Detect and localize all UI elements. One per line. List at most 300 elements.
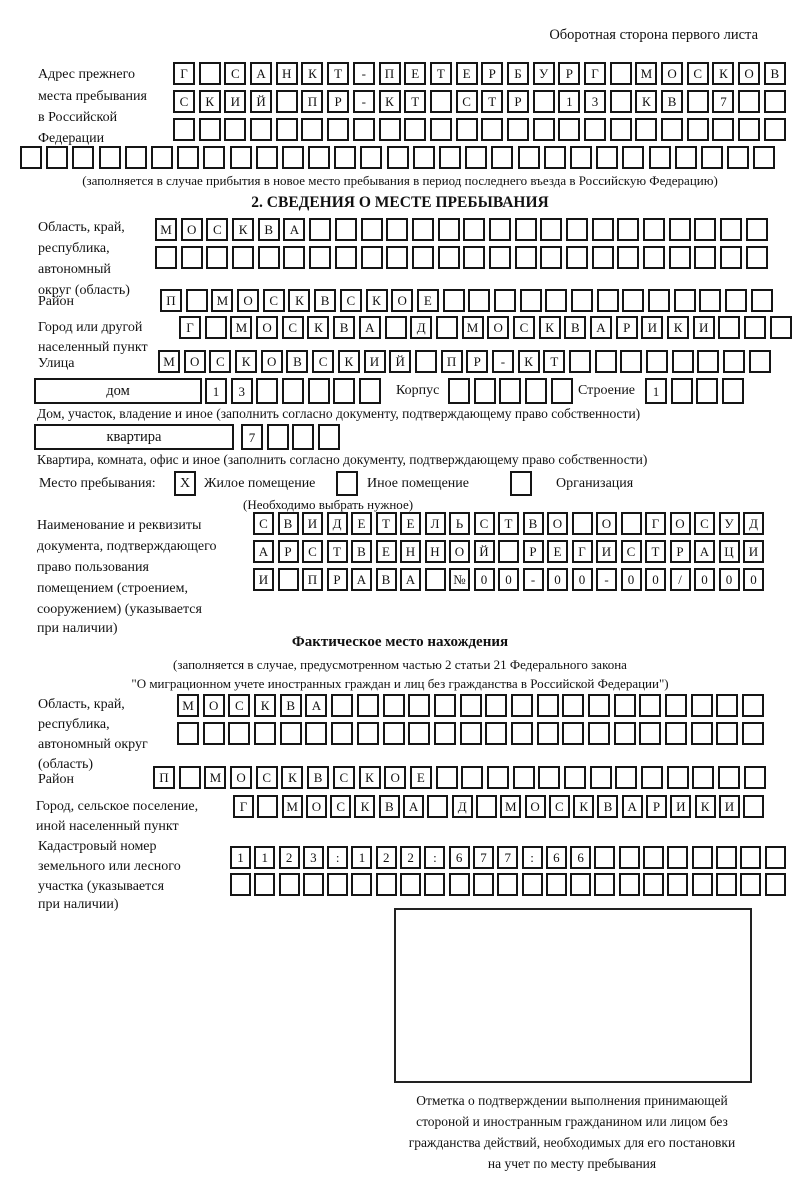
form-cell[interactable]: К [288, 289, 310, 312]
form-cell[interactable]: С [687, 62, 709, 85]
form-cell[interactable]: Е [547, 540, 568, 563]
form-cell[interactable] [569, 350, 591, 373]
form-cell[interactable] [425, 568, 446, 591]
form-cell[interactable] [622, 289, 644, 312]
form-cell[interactable] [610, 62, 632, 85]
form-cell[interactable]: - [353, 90, 375, 113]
form-cell[interactable]: А [622, 795, 643, 818]
form-cell[interactable] [386, 218, 408, 241]
form-cell[interactable]: 0 [474, 568, 495, 591]
form-cell[interactable]: В [597, 795, 618, 818]
form-cell[interactable] [278, 568, 299, 591]
form-cell[interactable] [740, 846, 761, 869]
form-cell[interactable]: П [301, 90, 323, 113]
form-cell[interactable] [308, 146, 330, 169]
form-cell[interactable]: / [670, 568, 691, 591]
form-cell[interactable]: И [670, 795, 691, 818]
form-cell[interactable]: 7 [473, 846, 494, 869]
form-cell[interactable] [434, 694, 456, 717]
form-cell[interactable] [558, 118, 580, 141]
form-cell[interactable]: П [302, 568, 323, 591]
form-cell[interactable] [723, 350, 745, 373]
form-cell[interactable]: К [635, 90, 657, 113]
form-cell[interactable]: И [253, 568, 274, 591]
form-cell[interactable]: С [302, 540, 323, 563]
form-cell[interactable]: В [351, 540, 372, 563]
form-cell[interactable] [619, 846, 640, 869]
form-cell[interactable]: И [364, 350, 386, 373]
form-cell[interactable] [588, 722, 610, 745]
form-cell[interactable] [533, 118, 555, 141]
form-cell[interactable] [497, 873, 518, 896]
form-cell[interactable]: П [153, 766, 175, 789]
form-cell[interactable]: О [449, 540, 470, 563]
form-cell[interactable]: Р [466, 350, 488, 373]
form-cell[interactable] [727, 146, 749, 169]
form-cell[interactable] [669, 246, 691, 269]
form-cell[interactable]: С [228, 694, 250, 717]
form-cell[interactable]: 6 [546, 846, 567, 869]
form-cell[interactable] [224, 118, 246, 141]
form-cell[interactable]: 2 [376, 846, 397, 869]
form-cell[interactable]: К [232, 218, 254, 241]
form-cell[interactable] [740, 873, 761, 896]
form-cell[interactable] [753, 146, 775, 169]
form-cell[interactable] [250, 118, 272, 141]
form-cell[interactable] [742, 722, 764, 745]
form-cell[interactable] [712, 118, 734, 141]
form-cell[interactable]: 0 [498, 568, 519, 591]
form-cell[interactable]: О [203, 694, 225, 717]
form-cell[interactable] [125, 146, 147, 169]
form-cell[interactable] [449, 873, 470, 896]
form-cell[interactable] [746, 218, 768, 241]
form-cell[interactable]: В [258, 218, 280, 241]
form-cell[interactable] [694, 246, 716, 269]
form-cell[interactable] [692, 766, 714, 789]
form-cell[interactable] [718, 766, 740, 789]
form-cell[interactable] [665, 694, 687, 717]
form-cell[interactable]: К [667, 316, 689, 339]
form-cell[interactable]: 1 [230, 846, 251, 869]
form-cell[interactable] [99, 146, 121, 169]
form-cell[interactable]: Т [543, 350, 565, 373]
form-cell[interactable] [494, 289, 516, 312]
form-cell[interactable] [614, 722, 636, 745]
form-cell[interactable]: 6 [449, 846, 470, 869]
form-cell[interactable] [481, 118, 503, 141]
form-cell[interactable] [468, 289, 490, 312]
form-cell[interactable] [692, 873, 713, 896]
form-cell[interactable] [499, 378, 521, 404]
form-cell[interactable]: И [693, 316, 715, 339]
form-cell[interactable] [276, 118, 298, 141]
form-cell[interactable] [596, 146, 618, 169]
form-cell[interactable]: Е [456, 62, 478, 85]
form-cell[interactable]: : [424, 846, 445, 869]
form-cell[interactable] [643, 873, 664, 896]
form-cell[interactable] [537, 694, 559, 717]
form-cell[interactable]: М [635, 62, 657, 85]
form-cell[interactable]: Е [410, 766, 432, 789]
form-cell[interactable]: Б [507, 62, 529, 85]
form-cell[interactable]: С [263, 289, 285, 312]
form-cell[interactable] [491, 146, 513, 169]
form-cell[interactable]: Т [430, 62, 452, 85]
form-cell[interactable] [571, 289, 593, 312]
form-cell[interactable]: В [278, 512, 299, 535]
form-cell[interactable]: С [549, 795, 570, 818]
form-cell[interactable]: В [523, 512, 544, 535]
form-cell[interactable]: 2 [279, 846, 300, 869]
form-cell[interactable] [610, 118, 632, 141]
form-cell[interactable] [594, 846, 615, 869]
form-cell[interactable] [716, 722, 738, 745]
form-cell[interactable] [639, 722, 661, 745]
form-cell[interactable]: В [379, 795, 400, 818]
form-cell[interactable] [665, 722, 687, 745]
checkbox-zhiloe[interactable]: X [174, 471, 196, 496]
form-cell[interactable] [716, 846, 737, 869]
form-cell[interactable] [764, 118, 786, 141]
form-cell[interactable] [430, 90, 452, 113]
form-cell[interactable]: О [670, 512, 691, 535]
form-cell[interactable]: М [500, 795, 521, 818]
form-cell[interactable]: Р [327, 90, 349, 113]
form-cell[interactable] [648, 289, 670, 312]
form-cell[interactable] [448, 378, 470, 404]
form-cell[interactable] [387, 146, 409, 169]
form-cell[interactable] [525, 378, 547, 404]
form-cell[interactable] [513, 766, 535, 789]
form-cell[interactable] [335, 246, 357, 269]
form-cell[interactable]: Т [376, 512, 397, 535]
form-cell[interactable] [566, 218, 588, 241]
form-cell[interactable] [383, 722, 405, 745]
form-cell[interactable]: М [211, 289, 233, 312]
form-cell[interactable] [430, 118, 452, 141]
form-cell[interactable] [667, 873, 688, 896]
form-cell[interactable]: Л [425, 512, 446, 535]
form-cell[interactable] [687, 90, 709, 113]
form-cell[interactable] [520, 289, 542, 312]
form-cell[interactable]: 7 [712, 90, 734, 113]
form-cell[interactable] [305, 722, 327, 745]
form-cell[interactable] [203, 146, 225, 169]
form-cell[interactable] [72, 146, 94, 169]
form-cell[interactable]: 1 [645, 378, 667, 404]
form-cell[interactable]: М [462, 316, 484, 339]
form-cell[interactable]: О [306, 795, 327, 818]
form-cell[interactable]: Е [376, 540, 397, 563]
form-cell[interactable]: 0 [645, 568, 666, 591]
form-cell[interactable]: В [314, 289, 336, 312]
form-cell[interactable]: П [441, 350, 463, 373]
form-cell[interactable] [434, 722, 456, 745]
form-cell[interactable]: В [661, 90, 683, 113]
form-cell[interactable] [282, 146, 304, 169]
form-cell[interactable] [617, 246, 639, 269]
form-cell[interactable] [584, 118, 606, 141]
form-cell[interactable]: С [694, 512, 715, 535]
form-cell[interactable] [465, 146, 487, 169]
form-cell[interactable]: К [573, 795, 594, 818]
form-cell[interactable] [667, 846, 688, 869]
form-cell[interactable] [292, 424, 314, 450]
form-cell[interactable] [461, 766, 483, 789]
form-cell[interactable]: О [661, 62, 683, 85]
form-cell[interactable] [515, 218, 537, 241]
form-cell[interactable] [489, 246, 511, 269]
form-cell[interactable] [621, 512, 642, 535]
form-cell[interactable] [318, 424, 340, 450]
form-cell[interactable] [511, 694, 533, 717]
form-cell[interactable] [720, 246, 742, 269]
form-cell[interactable] [641, 766, 663, 789]
form-cell[interactable] [518, 146, 540, 169]
form-cell[interactable] [770, 316, 792, 339]
form-cell[interactable]: С [224, 62, 246, 85]
form-cell[interactable] [412, 218, 434, 241]
form-cell[interactable] [691, 722, 713, 745]
form-cell[interactable] [476, 795, 497, 818]
form-cell[interactable] [545, 289, 567, 312]
form-cell[interactable] [564, 766, 586, 789]
form-cell[interactable] [303, 873, 324, 896]
form-cell[interactable] [177, 722, 199, 745]
form-cell[interactable]: С [513, 316, 535, 339]
form-cell[interactable] [254, 873, 275, 896]
form-cell[interactable] [181, 246, 203, 269]
form-cell[interactable] [588, 694, 610, 717]
form-cell[interactable]: Р [507, 90, 529, 113]
form-cell[interactable]: К [712, 62, 734, 85]
form-cell[interactable]: М [158, 350, 180, 373]
form-cell[interactable] [744, 316, 766, 339]
form-cell[interactable]: Р [481, 62, 503, 85]
form-cell[interactable]: А [359, 316, 381, 339]
form-cell[interactable] [540, 218, 562, 241]
form-cell[interactable] [716, 873, 737, 896]
form-cell[interactable]: 7 [497, 846, 518, 869]
form-cell[interactable] [646, 350, 668, 373]
form-cell[interactable] [671, 378, 693, 404]
form-cell[interactable] [413, 146, 435, 169]
form-cell[interactable] [620, 350, 642, 373]
form-cell[interactable] [675, 146, 697, 169]
form-cell[interactable]: - [353, 62, 375, 85]
form-cell[interactable] [595, 350, 617, 373]
form-cell[interactable] [592, 218, 614, 241]
form-cell[interactable] [498, 540, 519, 563]
form-cell[interactable] [485, 694, 507, 717]
form-cell[interactable]: Р [646, 795, 667, 818]
form-cell[interactable] [206, 246, 228, 269]
form-cell[interactable]: Н [276, 62, 298, 85]
form-cell[interactable] [400, 873, 421, 896]
form-cell[interactable] [353, 118, 375, 141]
form-cell[interactable] [186, 289, 208, 312]
form-cell[interactable] [228, 722, 250, 745]
form-cell[interactable] [765, 873, 786, 896]
form-cell[interactable]: Г [584, 62, 606, 85]
form-cell[interactable]: 3 [231, 378, 253, 404]
form-cell[interactable]: В [286, 350, 308, 373]
form-cell[interactable]: А [590, 316, 612, 339]
form-cell[interactable] [257, 795, 278, 818]
form-cell[interactable] [177, 146, 199, 169]
form-cell[interactable] [718, 316, 740, 339]
form-cell[interactable] [546, 873, 567, 896]
form-cell[interactable] [460, 722, 482, 745]
form-cell[interactable] [361, 218, 383, 241]
form-cell[interactable] [179, 766, 201, 789]
form-cell[interactable]: Г [179, 316, 201, 339]
form-cell[interactable]: О [738, 62, 760, 85]
form-cell[interactable]: 3 [303, 846, 324, 869]
form-cell[interactable] [537, 722, 559, 745]
form-cell[interactable]: К [301, 62, 323, 85]
form-cell[interactable] [540, 246, 562, 269]
form-cell[interactable]: А [250, 62, 272, 85]
form-cell[interactable]: А [403, 795, 424, 818]
form-cell[interactable]: С [340, 289, 362, 312]
form-cell[interactable]: В [307, 766, 329, 789]
form-cell[interactable] [597, 289, 619, 312]
form-cell[interactable] [283, 246, 305, 269]
form-cell[interactable]: Г [173, 62, 195, 85]
form-cell[interactable]: А [351, 568, 372, 591]
form-cell[interactable] [562, 694, 584, 717]
form-cell[interactable] [357, 722, 379, 745]
form-cell[interactable] [199, 62, 221, 85]
form-cell[interactable] [667, 766, 689, 789]
form-cell[interactable] [649, 146, 671, 169]
form-cell[interactable] [280, 722, 302, 745]
form-cell[interactable] [743, 795, 764, 818]
form-cell[interactable]: С [330, 795, 351, 818]
form-cell[interactable]: К [354, 795, 375, 818]
form-cell[interactable] [460, 694, 482, 717]
form-cell[interactable] [622, 146, 644, 169]
form-cell[interactable]: О [184, 350, 206, 373]
form-cell[interactable]: Д [327, 512, 348, 535]
form-cell[interactable] [473, 873, 494, 896]
form-cell[interactable] [674, 289, 696, 312]
form-cell[interactable]: Е [351, 512, 372, 535]
form-cell[interactable] [687, 118, 709, 141]
form-cell[interactable] [533, 90, 555, 113]
form-cell[interactable] [522, 873, 543, 896]
form-cell[interactable]: У [719, 512, 740, 535]
form-cell[interactable]: И [596, 540, 617, 563]
form-cell[interactable]: А [253, 540, 274, 563]
form-cell[interactable] [46, 146, 68, 169]
form-cell[interactable]: Т [327, 540, 348, 563]
form-cell[interactable] [443, 289, 465, 312]
form-cell[interactable]: К [695, 795, 716, 818]
form-cell[interactable] [538, 766, 560, 789]
form-cell[interactable] [279, 873, 300, 896]
form-cell[interactable] [385, 316, 407, 339]
form-cell[interactable]: Р [558, 62, 580, 85]
form-cell[interactable]: Р [327, 568, 348, 591]
form-cell[interactable]: Г [572, 540, 593, 563]
form-cell[interactable] [619, 873, 640, 896]
form-cell[interactable]: С [621, 540, 642, 563]
form-cell[interactable] [643, 218, 665, 241]
form-cell[interactable]: К [254, 694, 276, 717]
form-cell[interactable]: О [487, 316, 509, 339]
form-cell[interactable]: Д [410, 316, 432, 339]
form-cell[interactable] [590, 766, 612, 789]
form-cell[interactable] [562, 722, 584, 745]
form-cell[interactable]: В [376, 568, 397, 591]
form-cell[interactable] [205, 316, 227, 339]
form-cell[interactable]: М [204, 766, 226, 789]
form-cell[interactable] [408, 694, 430, 717]
form-cell[interactable] [617, 218, 639, 241]
form-cell[interactable] [308, 378, 330, 404]
form-cell[interactable] [694, 218, 716, 241]
form-cell[interactable]: К [518, 350, 540, 373]
form-cell[interactable] [438, 246, 460, 269]
form-cell[interactable]: К [379, 90, 401, 113]
form-cell[interactable]: А [400, 568, 421, 591]
form-cell[interactable]: С [282, 316, 304, 339]
form-cell[interactable]: 1 [205, 378, 227, 404]
form-cell[interactable] [436, 316, 458, 339]
form-cell[interactable]: К [199, 90, 221, 113]
form-cell[interactable] [335, 218, 357, 241]
form-cell[interactable] [404, 118, 426, 141]
form-cell[interactable]: Р [616, 316, 638, 339]
form-cell[interactable] [327, 873, 348, 896]
form-cell[interactable] [572, 512, 593, 535]
form-cell[interactable] [386, 246, 408, 269]
form-cell[interactable]: Н [400, 540, 421, 563]
form-cell[interactable]: 3 [584, 90, 606, 113]
form-cell[interactable]: Р [670, 540, 691, 563]
form-cell[interactable] [699, 289, 721, 312]
form-cell[interactable]: М [177, 694, 199, 717]
form-cell[interactable]: М [230, 316, 252, 339]
form-cell[interactable]: О [384, 766, 406, 789]
form-cell[interactable] [570, 146, 592, 169]
form-cell[interactable]: Е [417, 289, 439, 312]
form-cell[interactable] [379, 118, 401, 141]
form-cell[interactable]: 0 [572, 568, 593, 591]
form-cell[interactable] [701, 146, 723, 169]
form-cell[interactable]: У [533, 62, 555, 85]
form-cell[interactable] [643, 846, 664, 869]
form-cell[interactable]: Ц [719, 540, 740, 563]
form-cell[interactable]: 0 [719, 568, 740, 591]
form-cell[interactable]: М [282, 795, 303, 818]
form-cell[interactable]: В [333, 316, 355, 339]
form-cell[interactable] [408, 722, 430, 745]
form-cell[interactable]: П [160, 289, 182, 312]
form-cell[interactable]: С [206, 218, 228, 241]
form-cell[interactable]: Т [498, 512, 519, 535]
form-cell[interactable]: Е [400, 512, 421, 535]
form-cell[interactable]: И [719, 795, 740, 818]
form-cell[interactable]: И [743, 540, 764, 563]
form-cell[interactable]: Й [250, 90, 272, 113]
form-cell[interactable] [672, 350, 694, 373]
form-cell[interactable]: Г [645, 512, 666, 535]
form-cell[interactable] [720, 218, 742, 241]
